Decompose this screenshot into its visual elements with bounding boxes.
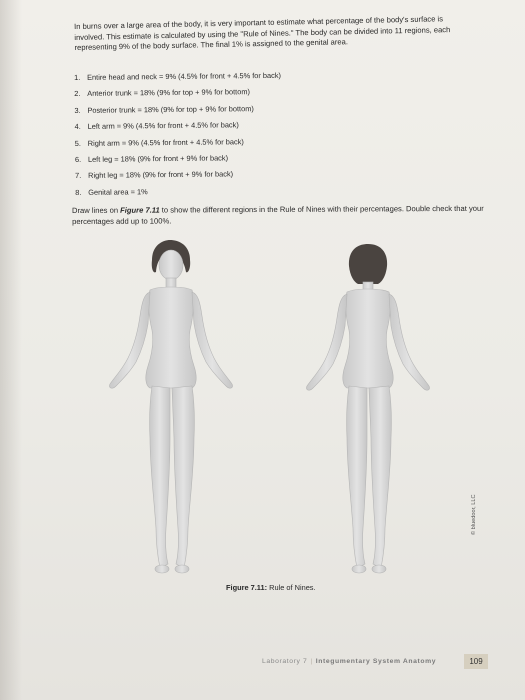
instructions-paragraph (72, 204, 492, 228)
item-number: 8. (75, 187, 82, 197)
figure-reference: Figure 7.11 (120, 205, 160, 215)
rule-of-nines-figure (100, 238, 460, 583)
leg-left-front (172, 386, 194, 568)
item-number: 7. (75, 171, 82, 181)
item-number: 1. (74, 72, 81, 82)
arm-left-front (192, 292, 233, 388)
running-footer (262, 658, 436, 665)
item-number: 6. (74, 154, 82, 164)
page-shadow (0, 0, 22, 700)
torso-back (343, 289, 393, 388)
anterior-body-figure (109, 240, 232, 573)
item-text: Left leg = 18% (9% for front + 9% for back) (87, 153, 229, 164)
rule-of-nines-list (74, 66, 455, 201)
caption-title: Rule of Nines. (267, 583, 316, 592)
item-text: Anterior trunk = 18% (9% for top + 9% for bottom) (87, 87, 250, 99)
arm-left-back (306, 294, 347, 390)
item-text: Genital area = 1% (88, 186, 148, 197)
hair-back (349, 244, 387, 284)
caption-label: Figure 7.11: (226, 583, 268, 592)
image-credit: © bluedoor, LLC (471, 494, 477, 535)
instructions-pre: Draw lines on (72, 205, 121, 215)
leg-left-back (347, 386, 367, 568)
footer-section: Laboratory 7 (262, 658, 308, 665)
neck-front (166, 278, 176, 288)
item-text: Right leg = 18% (9% for front + 9% for back) (88, 169, 234, 181)
posterior-body-figure (306, 244, 429, 573)
foot-right-front (155, 565, 169, 573)
footer-separator: | (310, 658, 313, 665)
foot-left-front (175, 565, 189, 573)
footer-title: Integumentary System Anatomy (315, 658, 437, 665)
foot-right-back (372, 565, 386, 573)
arm-right-back (389, 294, 430, 390)
instructions-post: to show the different regions in the Rule of Nines with their percentages. Double check that your percentages add up to 100%. (72, 203, 484, 226)
item-text: Left arm = 9% (4.5% for front + 4.5% for back) (87, 120, 239, 132)
page-number: 109 (464, 654, 488, 669)
figure-caption (226, 583, 316, 592)
leg-right-front (150, 386, 170, 568)
item-number: 5. (74, 138, 81, 148)
leg-right-back (369, 386, 391, 568)
arm-right-front (109, 292, 150, 388)
item-number: 2. (74, 89, 81, 99)
head-front (159, 250, 183, 280)
item-number: 4. (74, 122, 81, 132)
item-text: Right arm = 9% (4.5% for front + 4.5% for back) (87, 136, 244, 148)
item-number: 3. (74, 105, 81, 115)
intro-paragraph: In burns over a large area of the body, it is very important to estimate what percentage of the body's surface is involved. This estimate is calculated by using the "Rule of Nines." The body can be divided into 11 regions, each representing 9% of the body surface. The final 1% is assigned to the genital area. (74, 14, 451, 52)
foot-left-back (352, 565, 366, 573)
torso-front (146, 287, 196, 388)
item-text: Posterior trunk = 18% (9% for top + 9% for bottom) (87, 103, 254, 115)
item-text: Entire head and neck = 9% (4.5% for front + 4.5% for back) (87, 70, 282, 82)
